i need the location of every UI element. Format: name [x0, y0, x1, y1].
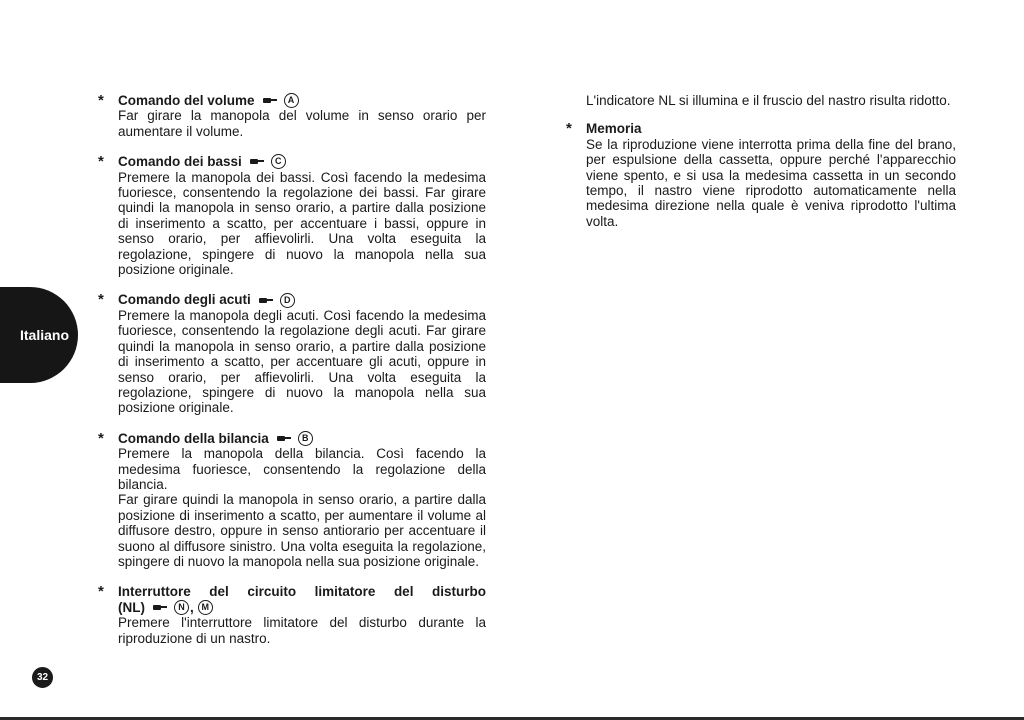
- pointing-hand-icon: [153, 604, 167, 611]
- pointing-hand-icon: [277, 435, 291, 442]
- circled-letter-icon: N: [174, 600, 189, 615]
- section-nl-switch: [98, 584, 486, 646]
- circled-letter-icon: A: [284, 93, 299, 108]
- bullet-icon: *: [98, 291, 104, 309]
- circled-letter-icon: D: [280, 293, 295, 308]
- language-tab: [0, 287, 78, 383]
- left-column: [98, 93, 486, 661]
- section-title: Comando degli acuti: [118, 292, 251, 308]
- bullet-icon: *: [98, 92, 104, 109]
- section-text: Far girare quindi la manopola in senso orario, a partire dalla posizione di inserimento a scatto, per aumentare il volume al diffusore destro, oppure in senso antiorario per accentuare il suono al diffusore sinistro. Una volta eseguita la regolazione, spingere di nuovo la manopola nella sua posizione originale.: [118, 492, 486, 569]
- section-title: Comando dei bassi: [118, 154, 242, 170]
- pointing-hand-icon: [259, 297, 273, 304]
- section-nl-continued: [566, 93, 956, 108]
- section-bass: [98, 154, 486, 277]
- bullet-icon: *: [98, 583, 104, 601]
- title-word: disturbo: [431, 584, 486, 600]
- section-text: Premere la manopola degli acuti. Così facendo la medesima fuoriesce, consentendo la regolazione degli acuti. Far girare quindi la manopola in senso orario, a partire dalla posizione di inserimento a scatto, per accentuare gli acuti, oppure in senso orario, per affievolirli. Una volta eseguita la regolazione, spingere di nuovo la manopola nella sua posizione originale.: [118, 307, 486, 416]
- section-text: Premere la manopola della bilancia. Così facendo la medesima fuoriesce, consentendo la regolazione della bilancia.: [118, 446, 486, 492]
- section-title: Comando della bilancia: [118, 430, 269, 446]
- section-text: Far girare la manopola del volume in senso orario per aumentare il volume.: [118, 108, 486, 139]
- section-memory: [566, 121, 956, 229]
- section-balance: [98, 431, 486, 570]
- title-word: del: [393, 584, 414, 600]
- bullet-icon: *: [98, 153, 104, 171]
- pointing-hand-icon: [250, 158, 264, 165]
- section-title: Comando del volume: [118, 93, 255, 108]
- section-treble: [98, 292, 486, 415]
- section-title: [118, 584, 486, 599]
- page-number: 32: [32, 667, 53, 688]
- title-word: Interruttore: [118, 584, 191, 600]
- circled-letter-icon: M: [198, 600, 213, 615]
- title-word: limitatore: [314, 584, 376, 600]
- section-title: Memoria: [586, 121, 642, 137]
- right-column: [566, 93, 956, 244]
- title-word: del: [209, 584, 229, 600]
- circled-letter-icon: B: [298, 431, 313, 446]
- section-title-line2: (NL): [118, 599, 145, 615]
- circled-letter-icon: C: [271, 154, 286, 169]
- symbol-separator: ,: [190, 599, 194, 615]
- section-volume: [98, 93, 486, 139]
- section-text: L'indicatore NL si illumina e il fruscio del nastro risulta ridotto.: [586, 93, 951, 108]
- bullet-icon: *: [98, 429, 104, 447]
- language-tab-label: Italiano: [20, 327, 70, 343]
- bullet-icon: *: [566, 120, 572, 138]
- section-text: Premere l'interruttore limitatore del disturbo durante la riproduzione di un nastro.: [118, 615, 486, 646]
- section-text: Premere la manopola dei bassi. Così facendo la medesima fuoriesce, consentendo la regolazione dei bassi. Far girare quindi la manopola in senso orario, a partire dalla posizione di inserimento a scatto, per accentuare i bassi, oppure in senso orario, per affievolirli. Una volta eseguita la regolazione, spingere di nuovo la manopola nella sua posizione originale.: [118, 169, 486, 278]
- pointing-hand-icon: [263, 97, 277, 104]
- section-text: Se la riproduzione viene interrotta prima della fine del brano, per espulsione della cassetta, oppure perché l'apparecchio viene spento, e si usa la medesima cassetta in un secondo tempo, il nastro viene riprodotto automaticamente nella medesima direzione nella quale è veniva riprodotto l'ultima volta.: [586, 136, 956, 229]
- title-word: circuito: [247, 584, 297, 600]
